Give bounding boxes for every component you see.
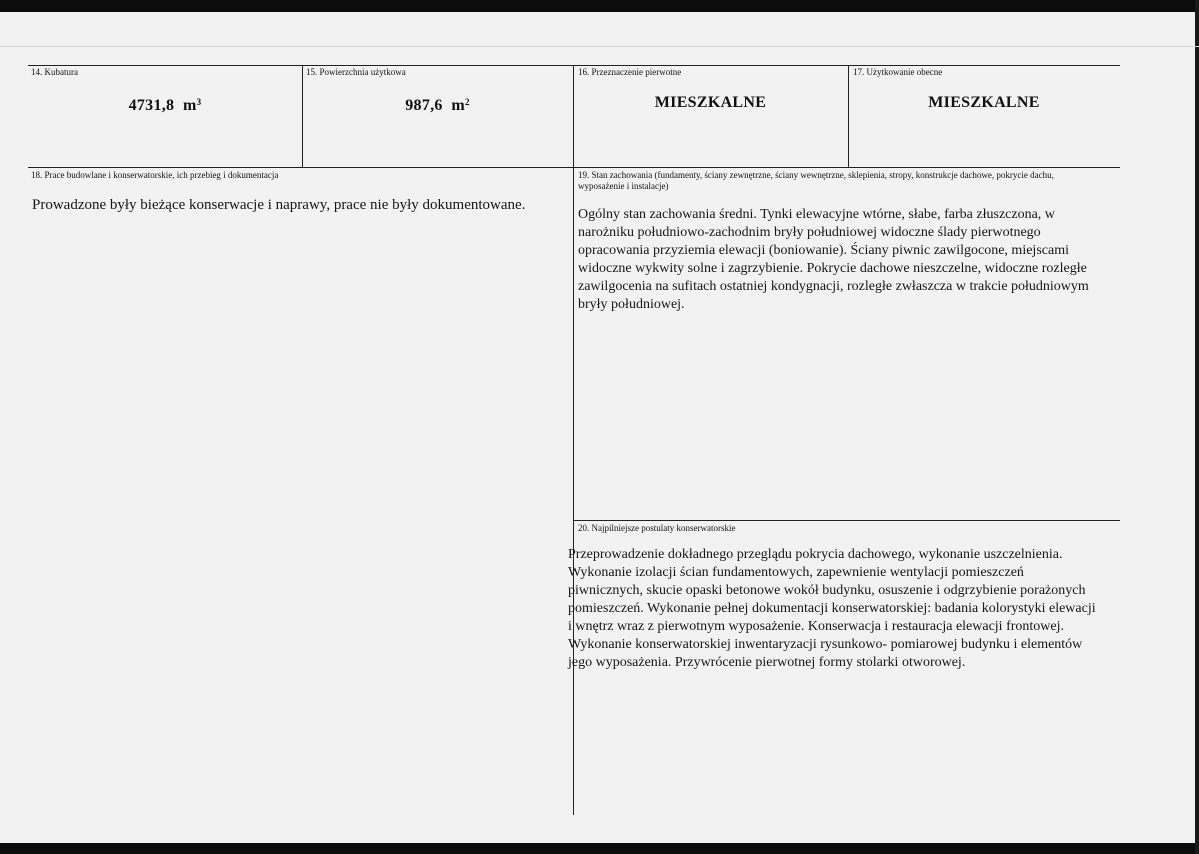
field-value-kubatura bbox=[28, 97, 302, 115]
field-label-przeznaczenie: 16. Przeznaczenie pierwotne bbox=[578, 67, 682, 77]
kubatura-number: 4731,8 bbox=[128, 97, 175, 114]
scan-border-bottom bbox=[0, 843, 1199, 854]
field-label-prace-budowlane: 18. Prace budowlane i konserwatorskie, ich przebieg i dokumentacja bbox=[31, 170, 279, 180]
col-separator-16-17 bbox=[848, 65, 849, 167]
field-label-kubatura: 14. Kubatura bbox=[31, 67, 78, 77]
scan-border-right bbox=[1195, 0, 1199, 854]
powierzchnia-number: 987,6 bbox=[405, 97, 443, 114]
field-label-stan-zachowania: 19. Stan zachowania (fundamenty, ściany zewnętrzne, ściany wewnętrzne, sklepienia, stropy, konstrukcje dachowe, pokrycie dachu, wyposażenie i instalacje) bbox=[578, 170, 1054, 191]
field-label-powierzchnia: 15. Powierzchnia użytkowa bbox=[306, 67, 406, 77]
row-separator-19-20 bbox=[573, 520, 1120, 521]
row-separator-18-19 bbox=[28, 167, 1120, 168]
field-label-postulaty: 20. Najpilniejsze postulaty konserwatorskie bbox=[578, 523, 736, 533]
field-text-prace-budowlane: Prowadzone były bieżące konserwacje i naprawy, prace nie były dokumentowane. bbox=[32, 197, 526, 213]
field-value-przeznaczenie: MIESZKALNE bbox=[654, 94, 767, 111]
row-top-border bbox=[28, 65, 1120, 66]
field-label-uzytkowanie: 17. Użytkowanie obecne bbox=[853, 67, 943, 77]
col-separator-main bbox=[573, 65, 574, 815]
powierzchnia-unit-exponent: 2 bbox=[464, 97, 470, 107]
scan-border-top bbox=[0, 0, 1199, 12]
kubatura-unit: m bbox=[182, 97, 197, 114]
field-text-stan-zachowania: Ogólny stan zachowania średni. Tynki elewacyjne wtórne, słabe, farba złuszczona, w narożniku południowo-zachodnim bryły południowej widoczne ślady pierwotnego opracowania przyziemia elewacji (boniowanie). Ściany piwnic zawilgocone, miejscami widoczne wykwity solne i zagrzybienie. Pokrycie dachowe nieszczelne, widoczne rozległe zawilgocenia na sufitach ostatniej kondygnacji, rozległe zwłaszcza w trakcie południowym bryły południowej. bbox=[578, 207, 1089, 312]
col-separator-14-15 bbox=[302, 65, 303, 167]
kubatura-unit-exponent: 3 bbox=[196, 97, 202, 107]
paper-fold-line bbox=[0, 46, 1199, 47]
field-value-powierzchnia bbox=[302, 97, 573, 115]
field-value-uzytkowanie: MIESZKALNE bbox=[928, 94, 1040, 111]
field-text-postulaty: Przeprowadzenie dokładnego przeglądu pokrycia dachowego, wykonanie uszczelnienia. Wykonanie izolacji ścian fundamentowych, zapewnienie wentylacji pomieszczeń piwnicznych, skucie opaski betonowe wokół budynku, osuszenie i odgrzybienie porażonych pomieszczeń. Wykonanie pełnej dokumentacji konserwatorskiej: badania kolorystyki elewacji i wnętrz wraz z pierwotnym wyposażenie. Konserwacja i restauracja elewacji frontowej. Wykonanie konserwatorskiej inwentaryzacji rysunkowo- pomiarowej budynku i elementów jego wyposażenia. Przywrócenie pierwotnej formy stolarki otworowej. bbox=[568, 547, 1096, 670]
powierzchnia-unit: m bbox=[451, 97, 465, 114]
